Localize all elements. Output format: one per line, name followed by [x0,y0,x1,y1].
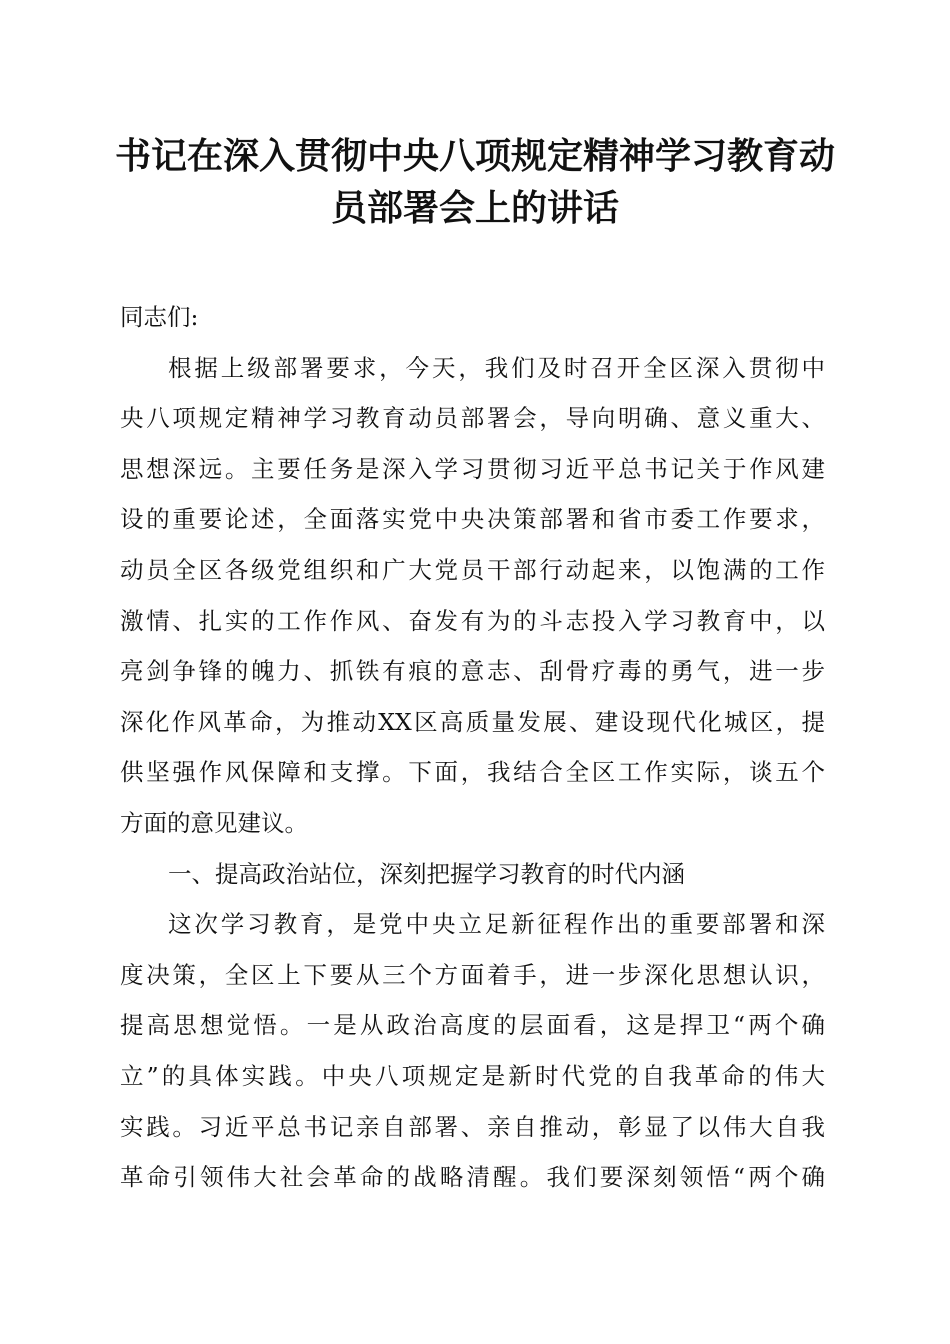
paragraph-1 [120,343,825,849]
paragraph-line: 实践。习近平总书记亲自部署、亲自推动，彰显了以伟大自我 [120,1112,825,1141]
title-line-1: 书记在深入贯彻中央八项规定精神学习教育动 [114,135,835,177]
section-heading-1: 一、提高政治站位，深刻把握学习教育的时代内涵 [168,859,685,888]
paragraph-line: 激情、扎实的工作作风、奋发有为的斗志投入学习教育中，以 [120,606,825,635]
paragraph-line: 供坚强作风保障和支撑。下面，我结合全区工作实际，谈五个 [120,758,825,787]
document-title [110,130,840,234]
paragraph-line: 度决策，全区上下要从三个方面着手，进一步深化思想认识， [120,960,825,989]
paragraph-line: 动员全区各级党组织和广大党员干部行动起来，以饱满的工作 [120,555,825,584]
paragraph-line: 设的重要论述，全面落实党中央决策部署和省市委工作要求， [120,505,825,534]
document-body [120,292,825,1203]
paragraph-line: 立”的具体实践。中央八项规定是新时代党的自我革命的伟大 [120,1061,825,1090]
paragraph-line: 方面的意见建议。 [120,808,308,837]
salutation: 同志们: [120,303,199,331]
paragraph-line: 根据上级部署要求，今天，我们及时召开全区深入贯彻中 [168,353,825,382]
paragraph-line: 提高思想觉悟。一是从政治高度的层面看，这是捍卫“两个确 [120,1011,825,1040]
paragraph-line: 深化作风革命，为推动XX区高质量发展、建设现代化城区，提 [120,707,825,736]
paragraph-line: 央八项规定精神学习教育动员部署会，导向明确、意义重大、 [120,404,825,433]
paragraph-line: 革命引领伟大社会革命的战略清醒。我们要深刻领悟“两个确 [120,1163,825,1192]
title-line-2: 员部署会上的讲话 [330,187,619,229]
paragraph-2 [120,899,825,1203]
paragraph-line: 思想深远。主要任务是深入学习贯彻习近平总书记关于作风建 [120,454,825,483]
paragraph-line: 这次学习教育，是党中央立足新征程作出的重要部署和深 [168,910,825,939]
paragraph-line: 亮剑争锋的魄力、抓铁有痕的意志、刮骨疗毒的勇气，进一步 [120,657,825,686]
